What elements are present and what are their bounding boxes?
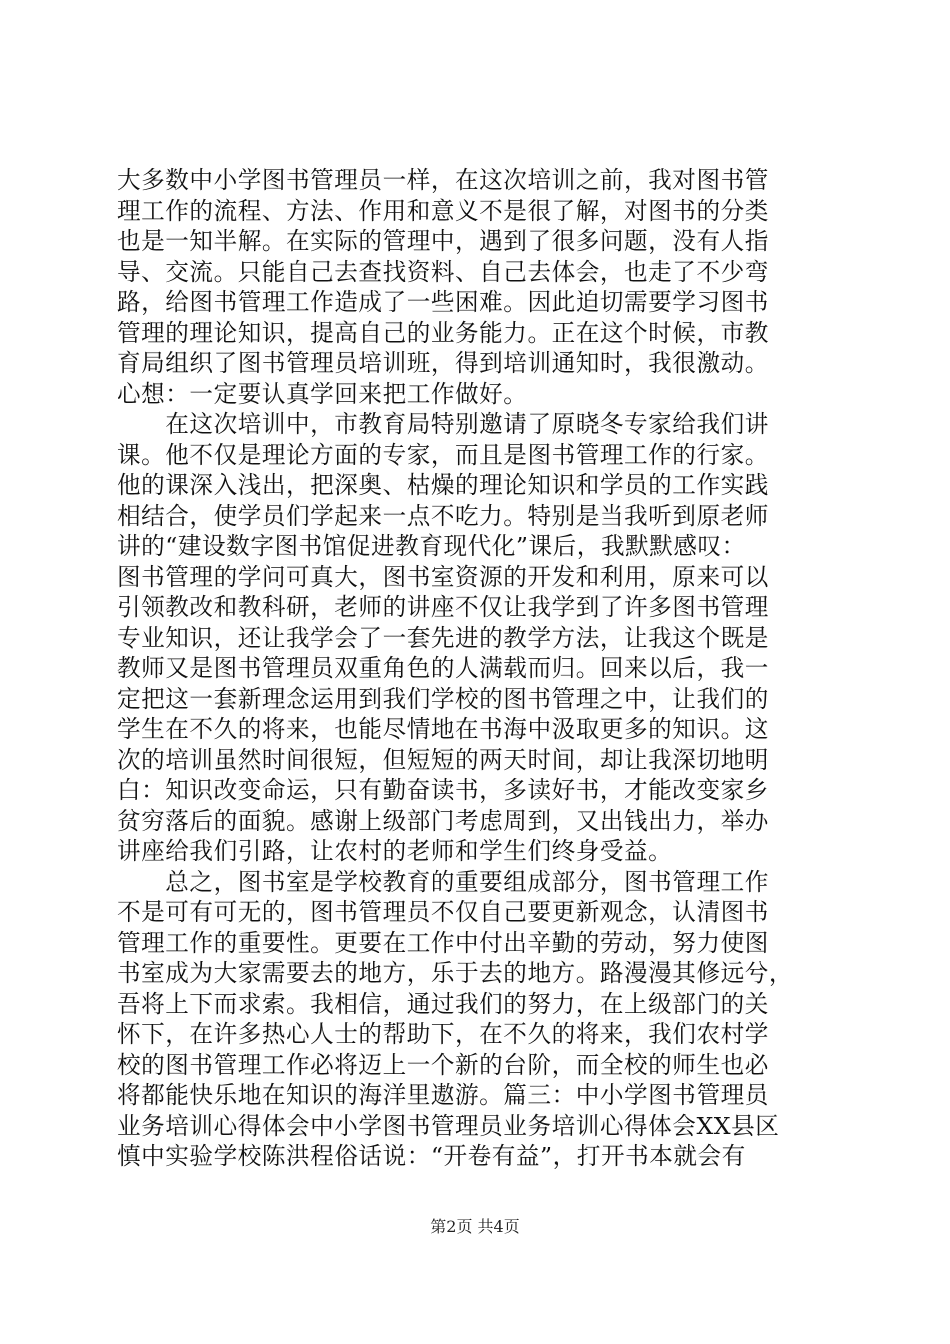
text-line: 图书管理的学问可真大，图书室资源的开发和利用，原来可以 — [117, 562, 769, 591]
text-line: 吾将上下而求索。我相信，通过我们的努力，在上级部门的关 — [117, 989, 769, 1018]
text-line: 引领教改和教科研，老师的讲座不仅让我学到了许多图书管理 — [117, 593, 769, 621]
text-line: 业务培训心得体会中小学图书管理员业务培训心得体会XX县区 — [117, 1111, 780, 1140]
text-line: 次的培训虽然时间很短，但短短的两天时间，却让我深切地明 — [117, 745, 769, 774]
text-line: 管理的理论知识，提高自己的业务能力。正在这个时候，市教 — [117, 318, 769, 347]
text-line: 心想：一定要认真学回来把工作做好。 — [117, 379, 528, 408]
text-line: 不是可有可无的，图书管理员不仅自己要更新观念，认清图书 — [117, 898, 769, 926]
page-footer: 第2页 共4页 — [430, 1217, 520, 1236]
text-line: 白：知识改变命运，只有勤奋读书，多读好书，才能改变家乡 — [117, 776, 769, 804]
text-line: 在这次培训中，市教育局特别邀请了原晓冬专家给我们讲 — [117, 410, 769, 438]
text-line: 相结合，使学员们学起来一点不吃力。特别是当我听到原老师 — [117, 501, 769, 530]
text-line: 也是一知半解。在实际的管理中，遇到了很多问题，没有人指 — [117, 227, 769, 255]
text-line: 校的图书管理工作必将迈上一个新的台阶，而全校的师生也必 — [117, 1050, 769, 1079]
text-line: 路，给图书管理工作造成了一些困难。因此迫切需要学习图书 — [117, 288, 769, 316]
text-line: 管理工作的重要性。更要在工作中付出辛勤的劳动，努力使图 — [117, 928, 769, 957]
text-line: 定把这一套新理念运用到我们学校的图书管理之中，让我们的 — [117, 684, 769, 713]
text-line: 专业知识，还让我学会了一套先进的教学方法，让我这个既是 — [117, 623, 769, 652]
text-line: 大多数中小学图书管理员一样，在这次培训之前，我对图书管 — [117, 166, 769, 194]
text-line: 将都能快乐地在知识的海洋里遨游。篇三：中小学图书管理员 — [117, 1081, 769, 1109]
text-line: 讲的“建设数字图书馆促进教育现代化”课后，我默默感叹： — [117, 532, 746, 560]
text-line: 学生在不久的将来，也能尽情地在书海中汲取更多的知识。这 — [117, 715, 769, 743]
text-line: 课。他不仅是理论方面的专家，而且是图书管理工作的行家。 — [117, 440, 769, 469]
text-line: 书室成为大家需要去的地方，乐于去的地方。路漫漫其修远兮， — [117, 959, 794, 987]
document-body — [117, 165, 833, 1172]
text-line: 导、交流。只能自己去查找资料、自己去体会，也走了不少弯 — [117, 257, 769, 286]
text-line: 教师又是图书管理员双重角色的人满载而归。回来以后，我一 — [117, 654, 769, 682]
text-line: 理工作的流程、方法、作用和意义不是很了解，对图书的分类 — [117, 196, 769, 225]
text-line: 慎中实验学校陈洪程俗话说：“开卷有益”，打开书本就会有 — [117, 1142, 746, 1170]
text-line: 他的课深入浅出，把深奥、枯燥的理论知识和学员的工作实践 — [117, 471, 769, 499]
text-line: 怀下，在许多热心人士的帮助下，在不久的将来，我们农村学 — [117, 1020, 769, 1048]
text-line: 讲座给我们引路，让农村的老师和学生们终身受益。 — [117, 837, 673, 865]
text-line: 贫穷落后的面貌。感谢上级部门考虑周到，又出钱出力，举办 — [117, 806, 769, 835]
text-line: 总之，图书室是学校教育的重要组成部分，图书管理工作 — [117, 867, 769, 896]
text-line: 育局组织了图书管理员培训班，得到培训通知时，我很激动。 — [117, 349, 769, 377]
